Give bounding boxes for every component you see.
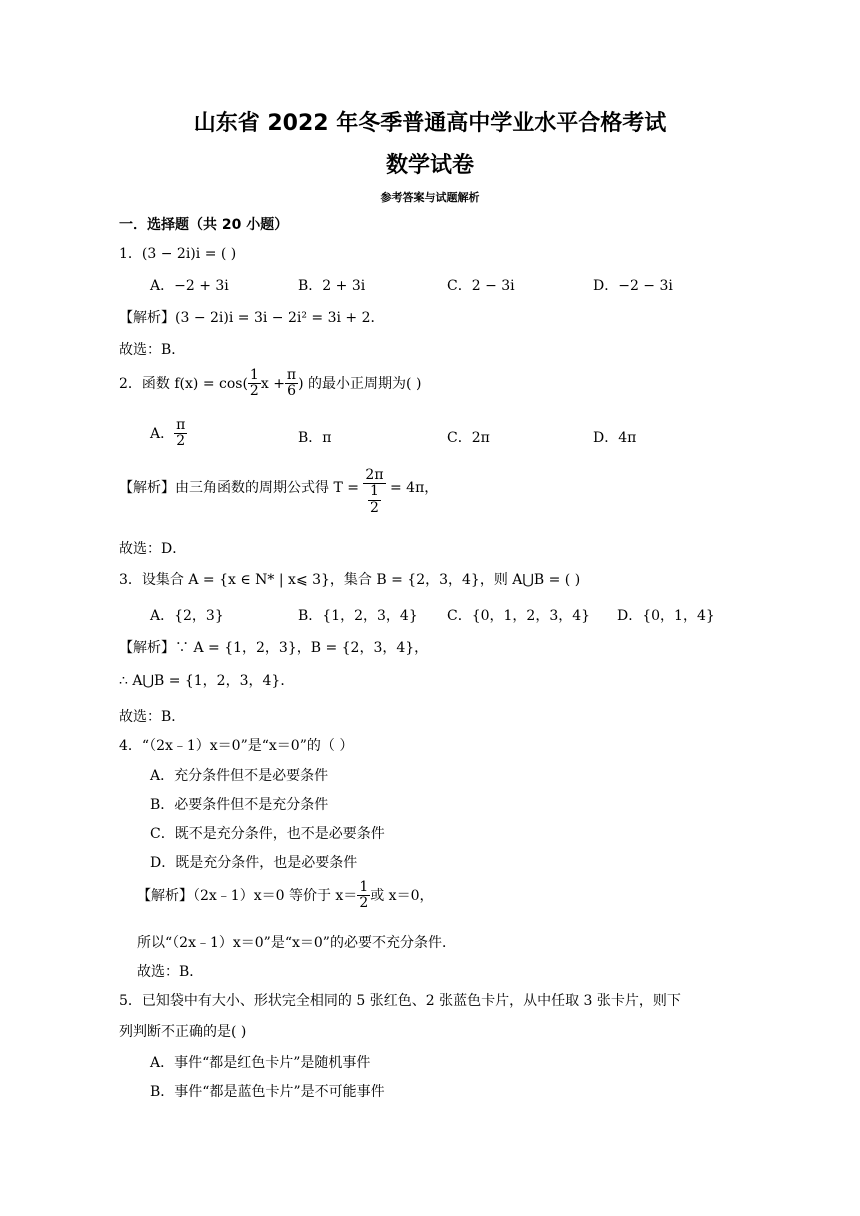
- q2-analysis-num: 2π: [365, 467, 384, 483]
- q4-stem: [119, 735, 353, 755]
- q4-stem-text: “（2x﹣1）x＝0”是“x＝0”的（ ）: [141, 738, 354, 754]
- q5-option-b: B．事件“都是蓝色卡片”是不可能事件: [150, 1084, 385, 1100]
- q2-stem-mid: x +: [260, 375, 285, 392]
- q3-option-d: D．{0，1，4}: [617, 608, 715, 624]
- q2-analysis-den-den: 2: [370, 499, 379, 516]
- title-line-1: 山东省 2022 年冬季普通高中学业水平合格考试: [193, 111, 667, 136]
- q1-option-b: B．2 + 3i: [298, 278, 366, 294]
- q2-option-a-frac: [174, 418, 187, 450]
- q4-analysis-den: 2: [359, 895, 369, 912]
- q4-option-c: C．既不是充分条件，也不是必要条件: [150, 826, 385, 842]
- q2-option-a-den: 2: [176, 433, 186, 450]
- q5-number: 5．: [119, 993, 142, 1009]
- q4-option-d: D．既是充分条件，也是必要条件: [150, 855, 358, 871]
- q2-analysis-suffix: = 4π，: [389, 480, 439, 496]
- q1-stem: [119, 243, 236, 263]
- q2-option-d: D．4π: [593, 430, 637, 446]
- q2-analysis-den-frac: [368, 484, 381, 516]
- q4-option-a: A．充分条件但不是必要条件: [150, 768, 329, 784]
- q3-analysis-line-1: 【解析】∵ A = {1，2，3}，B = {2，3，4}，: [119, 640, 429, 656]
- q2-analysis-den-num: 1: [370, 483, 379, 500]
- section-heading: 一．选择题（共 20 小题）: [119, 217, 289, 233]
- q4-analysis-frac: [357, 880, 370, 912]
- q3-analysis-line-2: ∴ A⋃B = {1，2，3，4}．: [119, 673, 295, 689]
- q2-option-c: C．2π: [447, 430, 490, 446]
- q3-option-a: A．{2，3}: [150, 608, 224, 624]
- q3-option-b: B．{1，2，3，4}: [298, 608, 418, 624]
- q2-frac-pi6: [285, 368, 298, 400]
- q5-stem-line-1: [119, 990, 681, 1010]
- q2-option-a-num: π: [176, 417, 186, 433]
- q5-stem-line-2: 列判断不正确的是( ): [119, 1024, 247, 1040]
- q3-number: 3．: [119, 572, 142, 588]
- q1-option-c: C．2 − 3i: [447, 278, 515, 294]
- q4-analysis-prefix: 【解析】（2x﹣1）x＝0 等价于 x＝: [137, 887, 358, 904]
- q2-stem: [119, 368, 421, 400]
- subtitle: 参考答案与试题解析: [380, 191, 480, 204]
- q4-option-b: B．必要条件但不是充分条件: [150, 797, 329, 813]
- q2-analysis: [119, 468, 438, 516]
- q2-frac1-den: 2: [249, 383, 259, 400]
- q2-frac-half: [248, 368, 261, 400]
- q2-option-b: B．π: [298, 430, 332, 446]
- q1-answer: 故选：B．: [119, 342, 186, 358]
- q5-stem-text-1: 已知袋中有大小、形状完全相同的 5 张红色、2 张蓝色卡片，从中任取 3 张卡片，则下: [141, 993, 681, 1009]
- q2-stem-suffix: ) 的最小正周期为( ): [298, 375, 422, 392]
- q1-analysis: 【解析】(3 − 2i)i = 3i − 2i² = 3i + 2．: [119, 310, 385, 326]
- q1-option-d: D．−2 − 3i: [593, 278, 673, 294]
- q3-stem-text: 设集合 A = {x ∈ N* | x⩽ 3}，集合 B = {2，3，4}，则 A⋃B = ( ): [141, 572, 581, 588]
- q2-analysis-frac: [363, 468, 385, 516]
- q4-analysis-num: 1: [359, 879, 369, 895]
- q3-stem: [119, 569, 580, 589]
- q1-option-a: A．−2 + 3i: [150, 278, 229, 294]
- q2-frac2-den: 6: [287, 383, 296, 400]
- q2-answer: 故选：D．: [119, 541, 187, 557]
- q3-answer: 故选：B．: [119, 709, 186, 725]
- q2-stem-prefix: 函数 f(x) = cos(: [141, 375, 248, 392]
- title-line-2: 数学试卷: [385, 153, 474, 178]
- q2-option-a: [150, 418, 187, 450]
- q3-option-c: C．{0，1，2，3，4}: [447, 608, 591, 624]
- q4-answer: 故选：B．: [137, 964, 204, 980]
- q4-analysis: [137, 880, 434, 912]
- q2-analysis-prefix: 【解析】由三角函数的周期公式得 T =: [119, 480, 359, 496]
- q4-analysis-suffix: 或 x＝0，: [370, 887, 434, 904]
- q2-frac2-num: π: [286, 367, 297, 383]
- q1-number: 1．: [119, 246, 142, 262]
- q2-option-a-label: A．: [150, 425, 175, 442]
- q2-analysis-den: [363, 484, 385, 516]
- q2-frac1-num: 1: [249, 367, 259, 383]
- q1-stem-text: (3 − 2i)i = ( ): [141, 246, 237, 262]
- q5-option-a: A．事件“都是红色卡片”是随机事件: [150, 1055, 371, 1071]
- q2-number: 2．: [119, 375, 142, 392]
- q4-analysis-line-2: 所以“（2x﹣1）x＝0”是“x＝0”的必要不充分条件．: [137, 935, 456, 951]
- q4-number: 4．: [119, 738, 142, 754]
